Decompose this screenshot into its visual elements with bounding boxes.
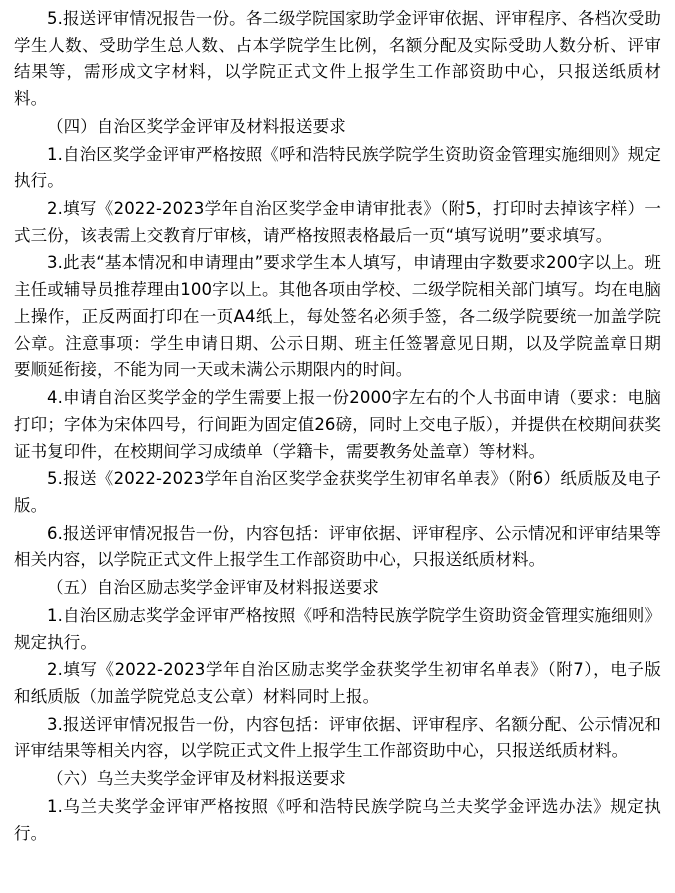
paragraph: 1.乌兰夫奖学金评审严格按照《呼和浩特民族学院乌兰夫奖学金评选办法》规定执行。 xyxy=(14,796,661,843)
paragraph: 1.自治区励志奖学金评审严格按照《呼和浩特民族学院学生资助资金管理实施细则》规定执行。 xyxy=(14,605,661,652)
paragraph: 3.报送评审情况报告一份，内容包括：评审依据、评审程序、名额分配、公示情况和评审结果等相关内容，以学院正式文件上报学生工作部资助中心，只报送纸质材料。 xyxy=(14,714,661,761)
paragraph: 4.申请自治区奖学金的学生需要上报一份2000字左右的个人书面申请（要求：电脑打印；字体为宋体四号，行间距为固定值26磅，同时上交电子版），并提供在校期间获奖证书复印件，在校期间学习成绩单（学籍卡，需要教务处盖章）等材料。 xyxy=(14,388,661,461)
paragraph: 5.报送评审情况报告一份。各二级学院国家助学金评审依据、评审程序、各档次受助学生人数、受助学生总人数、占本学院学生比例，名额分配及实际受助人数分析、评审结果等，需形成文字材料，以学院正式文件上报学生工作部资助中心，只报送纸质材料。 xyxy=(14,9,661,109)
paragraph: （四）自治区奖学金评审及材料报送要求 xyxy=(47,116,346,136)
paragraph: （六）乌兰夫奖学金评审及材料报送要求 xyxy=(47,769,346,789)
paragraph: 1.自治区奖学金评审严格按照《呼和浩特民族学院学生资助资金管理实施细则》规定执行。 xyxy=(14,144,661,191)
paragraph: 6.报送评审情况报告一份，内容包括：评审依据、评审程序、公示情况和评审结果等相关内容，以学院正式文件上报学生工作部资助中心，只报送纸质材料。 xyxy=(14,523,661,570)
paragraph: 5.报送《2022-2023学年自治区奖学金获奖学生初审名单表》（附6）纸质版及电子版。 xyxy=(14,469,661,515)
paragraph: 2.填写《2022-2023学年自治区励志奖学金获奖学生初审名单表》（附7），电子版和纸质版（加盖学院党总支公章）材料同时上报。 xyxy=(14,660,661,706)
paragraph: 2.填写《2022-2023学年自治区奖学金申请审批表》（附5，打印时去掉该字样）一式三份，该表需上交教育厅审核，请严格按照表格最后一页“填写说明”要求填写。 xyxy=(14,199,661,245)
paragraph: （五）自治区励志奖学金评审及材料报送要求 xyxy=(47,578,379,598)
paragraph: 3.此表“基本情况和申请理由”要求学生本人填写，申请理由字数要求200字以上。班主任或辅导员推荐理由100字以上。其他各项由学校、二级学院相关部门填写。均在电脑上操作，正反两面打印在一页A4纸上，每处签名必须手签，各二级学院要统一加盖学院公章。注意事项：学生申请日期、公示日期、班主任签署意见日期，以及学院盖章日期要顺延衔接，不能为同一天或未满公示期限内的时间。 xyxy=(14,253,661,380)
